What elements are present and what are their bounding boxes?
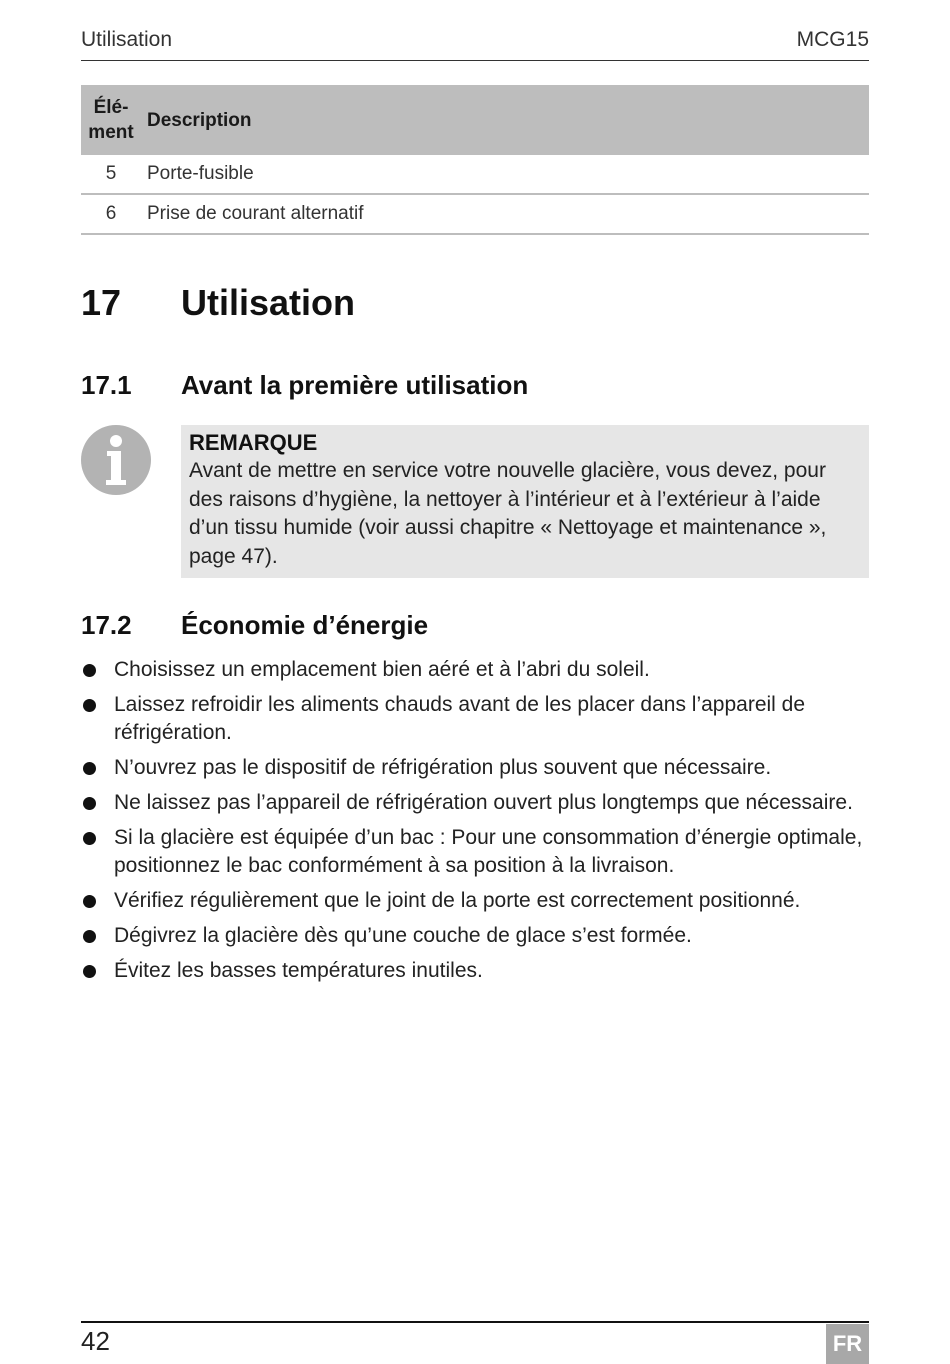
table-row: [81, 155, 869, 194]
table-row: [81, 194, 869, 234]
page-header: [81, 28, 869, 61]
table-header-row: [81, 85, 869, 155]
column-header-item: Élé- ment: [81, 85, 141, 155]
list-item: Dégivrez la glacière dès qu’une couche de glace s’est formée.: [81, 922, 873, 950]
note-text: Avant de mettre en service votre nouvelle glacière, vous devez, pour des raisons d’hygiène, la nettoyer à l’intérieur et à l’extérieur à l’aide d’un tissu humide (voir aussi chapitre « Nettoyage et maintenance », page 47).: [189, 459, 827, 568]
header-section-title: Utilisation: [81, 28, 173, 51]
page-number: 42: [81, 1326, 110, 1356]
list-item: Si la glacière est équipée d’un bac : Pour une consommation d’énergie optimale, positionnez le bac conformément à sa position à la livraison.: [81, 824, 873, 880]
subsection-number: 17.1: [81, 370, 132, 400]
bullet-icon: [83, 895, 96, 908]
note-box: [181, 425, 869, 578]
energy-tips-list: [81, 656, 873, 992]
list-item: Laissez refroidir les aliments chauds avant de les placer dans l’appareil de réfrigération.: [81, 691, 873, 747]
bullet-icon: [83, 930, 96, 943]
footer-divider: [81, 1321, 869, 1323]
table-cell-description: Prise de courant alternatif: [141, 194, 869, 234]
bullet-icon: [83, 762, 96, 775]
section-title: Utilisation: [181, 282, 356, 323]
subsection-title: Avant la première utilisation: [181, 370, 529, 400]
column-header-description: Description: [141, 85, 869, 155]
bullet-icon: [83, 699, 96, 712]
language-badge: FR: [826, 1324, 869, 1364]
list-item: Ne laissez pas l’appareil de réfrigération ouvert plus longtemps que nécessaire.: [81, 789, 873, 817]
bullet-icon: [83, 832, 96, 845]
section-heading: [81, 282, 355, 324]
note-title: REMARQUE: [189, 430, 318, 455]
table-cell-description: Porte-fusible: [141, 155, 869, 194]
section-number: 17: [81, 282, 122, 323]
bullet-icon: [83, 965, 96, 978]
bullet-icon: [83, 664, 96, 677]
list-item: Choisissez un emplacement bien aéré et à l’abri du soleil.: [81, 656, 873, 684]
parts-table: [81, 85, 869, 235]
list-item: Évitez les basses températures inutiles.: [81, 957, 873, 985]
bullet-icon: [83, 797, 96, 810]
info-icon: [81, 425, 151, 495]
header-model: MCG15: [796, 28, 869, 51]
subsection-heading-17-1: [81, 370, 528, 401]
subsection-number: 17.2: [81, 610, 132, 640]
list-item: N’ouvrez pas le dispositif de réfrigération plus souvent que nécessaire.: [81, 754, 873, 782]
subsection-title: Économie d’énergie: [181, 610, 429, 640]
list-item: Vérifiez régulièrement que le joint de la porte est correctement positionné.: [81, 887, 873, 915]
table-cell-item: 6: [81, 194, 141, 234]
table-cell-item: 5: [81, 155, 141, 194]
subsection-heading-17-2: [81, 610, 428, 641]
